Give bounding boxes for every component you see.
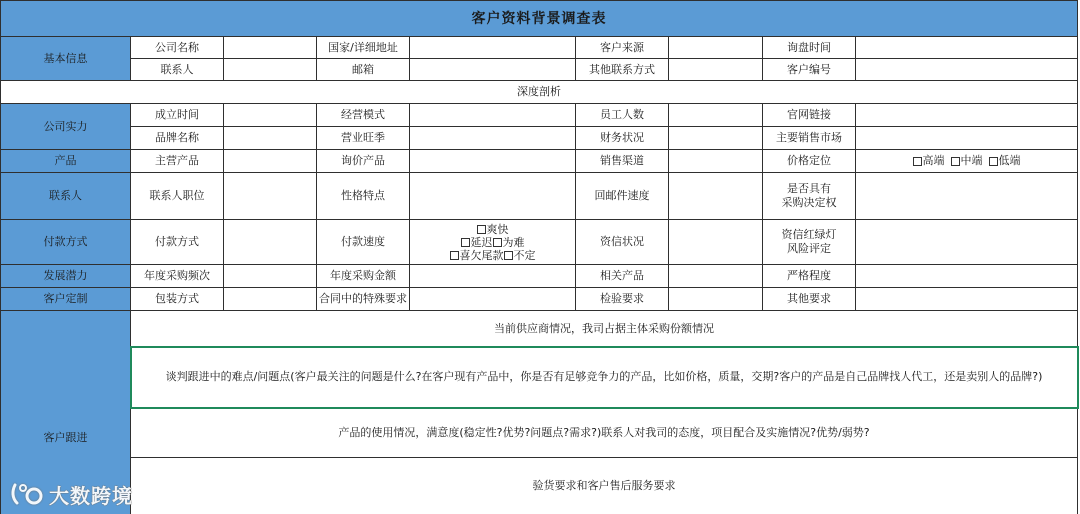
country-address-value[interactable] [410, 37, 576, 59]
annual-purchase-amount-value[interactable] [410, 265, 576, 288]
checkbox-icon[interactable] [461, 238, 470, 247]
watermark-text: 大数跨境 [49, 483, 133, 508]
strictness-value[interactable] [856, 265, 1078, 288]
price-option-low[interactable] [989, 154, 1021, 168]
checkbox-icon[interactable] [477, 225, 486, 234]
contact-person-value[interactable] [224, 59, 317, 81]
email-reply-speed-value[interactable] [669, 173, 763, 220]
watermark [9, 479, 133, 509]
option-label: 为难 [502, 235, 525, 249]
email-reply-speed-label: 回邮件速度 [576, 173, 669, 220]
category-product: 产品 [1, 150, 131, 173]
option-label: 低端 [998, 154, 1021, 167]
supplier-status-row[interactable]: 当前供应商情况，我司占据主体采购份额情况 [131, 311, 1078, 347]
strictness-label: 严格程度 [763, 265, 856, 288]
brand-logo-icon [9, 482, 45, 506]
payment-method-value[interactable] [224, 220, 317, 265]
customer-source-value[interactable] [669, 37, 763, 59]
email-label: 邮箱 [317, 59, 410, 81]
negotiation-difficulties-row[interactable]: 谈判跟进中的难点/问题点(客户最关注的问题是什么?在客户现有产品中，你是否有足够竞争力的产品，比如价格，质量，交期?客户的产品是自己品牌找人代工，还是卖别人的品牌?) [131, 347, 1078, 408]
main-products-value[interactable] [224, 150, 317, 173]
inquired-products-label: 询价产品 [317, 150, 410, 173]
purchase-authority-label: 是否具有 采购决定权 [763, 173, 856, 220]
inquiry-time-label: 询盘时间 [763, 37, 856, 59]
company-name-value[interactable] [224, 37, 317, 59]
email-value[interactable] [410, 59, 576, 81]
option-label: 延迟 [470, 235, 493, 249]
financial-status-label: 财务状况 [576, 127, 669, 150]
category-development-potential: 发展潜力 [1, 265, 131, 288]
other-requirements-value[interactable] [856, 288, 1078, 311]
contact-position-value[interactable] [224, 173, 317, 220]
founded-date-label: 成立时间 [131, 104, 224, 127]
annual-purchase-frequency-value[interactable] [224, 265, 317, 288]
customer-source-label: 客户来源 [576, 37, 669, 59]
other-contact-label: 其他联系方式 [576, 59, 669, 81]
category-follow-up: 客户跟进 [1, 311, 131, 514]
inspection-requirements-label: 检验要求 [576, 288, 669, 311]
inquired-products-value[interactable] [410, 150, 576, 173]
peak-season-label: 营业旺季 [317, 127, 410, 150]
sales-channel-label: 销售渠道 [576, 150, 669, 173]
contract-special-requirements-label: 合同中的特殊要求 [317, 288, 410, 311]
checkbox-icon[interactable] [951, 157, 960, 166]
checkbox-icon[interactable] [450, 251, 459, 260]
payment-option-owes-balance[interactable] [450, 249, 504, 262]
category-basic-info: 基本信息 [1, 37, 131, 81]
options-line [477, 223, 509, 236]
peak-season-value[interactable] [410, 127, 576, 150]
credit-risk-rating-value[interactable] [856, 220, 1078, 265]
annual-purchase-amount-label: 年度采购金额 [317, 265, 410, 288]
related-products-label: 相关产品 [576, 265, 669, 288]
price-positioning-label: 价格定位 [763, 150, 856, 173]
credit-status-value[interactable] [669, 220, 763, 265]
main-markets-value[interactable] [856, 127, 1078, 150]
brand-name-label: 品牌名称 [131, 127, 224, 150]
payment-option-difficult[interactable] [493, 236, 525, 249]
business-model-label: 经营模式 [317, 104, 410, 127]
brand-name-value[interactable] [224, 127, 317, 150]
founded-date-value[interactable] [224, 104, 317, 127]
payment-method-label: 付款方式 [131, 220, 224, 265]
packaging-label: 包装方式 [131, 288, 224, 311]
payment-option-delayed[interactable] [461, 236, 493, 249]
checkbox-icon[interactable] [989, 157, 998, 166]
option-label: 高端 [922, 154, 945, 167]
category-contact: 联系人 [1, 173, 131, 220]
related-products-value[interactable] [669, 265, 763, 288]
contact-position-label: 联系人职位 [131, 173, 224, 220]
inspection-aftersales-row[interactable]: 验货要求和客户售后服务要求 [131, 458, 1078, 514]
price-positioning-options [856, 150, 1078, 173]
main-products-label: 主营产品 [131, 150, 224, 173]
contact-person-label: 联系人 [131, 59, 224, 81]
product-usage-row[interactable]: 产品的使用情况，满意度(稳定性?优势?问题点?需求?)联系人对我司的态度，项目配合及实施情况?优势/弱势? [131, 408, 1078, 458]
credit-status-label: 资信状况 [576, 220, 669, 265]
payment-option-uncertain[interactable] [504, 249, 536, 262]
payment-speed-options [410, 220, 576, 265]
checkbox-icon[interactable] [913, 157, 922, 166]
country-address-label: 国家/详细地址 [317, 37, 410, 59]
option-label: 喜欠尾款 [459, 248, 504, 262]
annual-purchase-frequency-label: 年度采购频次 [131, 265, 224, 288]
checkbox-icon[interactable] [504, 251, 513, 260]
sales-channel-value[interactable] [669, 150, 763, 173]
price-option-high[interactable] [913, 154, 945, 168]
contract-special-requirements-value[interactable] [410, 288, 576, 311]
company-name-label: 公司名称 [131, 37, 224, 59]
payment-speed-label: 付款速度 [317, 220, 410, 265]
employee-count-label: 员工人数 [576, 104, 669, 127]
business-model-value[interactable] [410, 104, 576, 127]
customer-id-value[interactable] [856, 59, 1078, 81]
option-label: 爽快 [486, 222, 509, 236]
employee-count-value[interactable] [669, 104, 763, 127]
personality-value[interactable] [410, 173, 576, 220]
form-title: 客户资料背景调查表 [1, 1, 1078, 37]
options-line [450, 249, 536, 262]
deep-analysis-heading: 深度剖析 [1, 81, 1078, 104]
purchase-authority-value[interactable] [856, 173, 1078, 220]
customer-id-label: 客户编号 [763, 59, 856, 81]
main-markets-label: 主要销售市场 [763, 127, 856, 150]
category-payment: 付款方式 [1, 220, 131, 265]
website-link-label: 官网链接 [763, 104, 856, 127]
category-company-strength: 公司实力 [1, 104, 131, 150]
price-option-mid[interactable] [951, 154, 983, 168]
financial-status-value[interactable] [669, 127, 763, 150]
other-requirements-label: 其他要求 [763, 288, 856, 311]
other-contact-value[interactable] [669, 59, 763, 81]
website-link-value[interactable] [856, 104, 1078, 127]
options-line [461, 236, 525, 249]
option-label: 中端 [960, 154, 983, 167]
inquiry-time-value[interactable] [856, 37, 1078, 59]
option-label: 不定 [513, 248, 536, 262]
packaging-value[interactable] [224, 288, 317, 311]
category-customization: 客户定制 [1, 288, 131, 311]
personality-label: 性格特点 [317, 173, 410, 220]
checkbox-icon[interactable] [493, 238, 502, 247]
credit-risk-rating-label: 资信红绿灯 风险评定 [763, 220, 856, 265]
inspection-requirements-value[interactable] [669, 288, 763, 311]
payment-option-prompt[interactable] [477, 223, 509, 236]
